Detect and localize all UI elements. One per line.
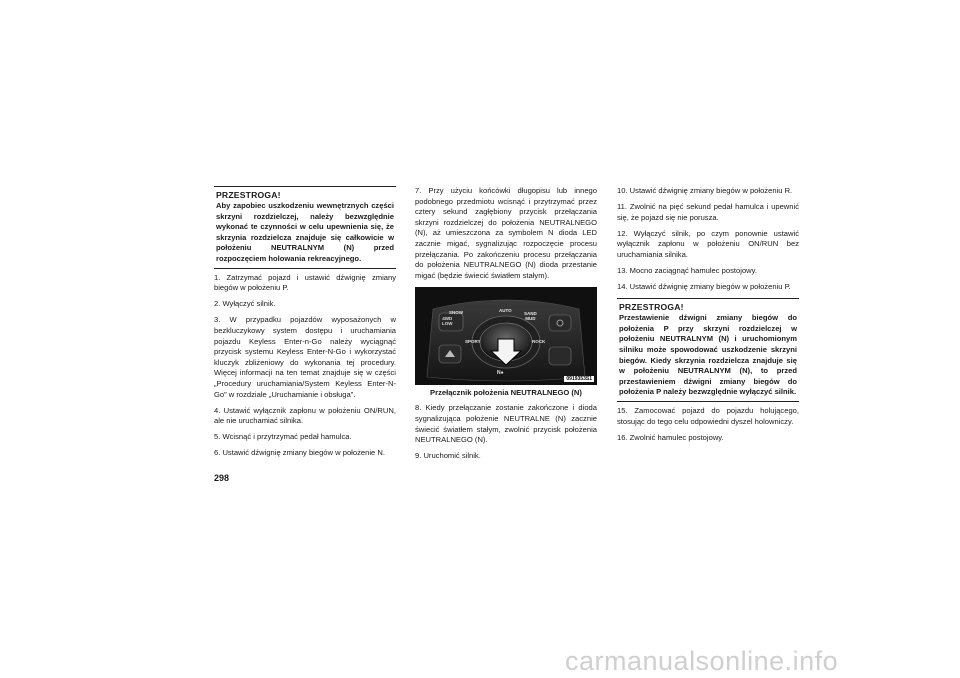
step-3: 3. W przypadku pojazdów wyposażonych w bezkluczykowy system dostępu i uruchamiania pojazdu Keyless Enter-n-Go należy wyciągnąć przycisk systemu Keyless Enter-N-Go i wykorzystać kluczyk zbliżeniowy do wykonania tej procedury. Więcej informacji na ten temat znajduje się w części „Procedury uruchamiania/System Keyless Enter-N-Go” w rozdziale „Uruchamianie i obsługa”. (214, 315, 396, 399)
label-4wd-low: 4WD LOW (442, 315, 453, 326)
warning-body: Przestawienie dźwigni zmiany biegów do położenia P przy skrzyni rozdzielczej w położeniu NEUTRALNYM (N) i uruchomionym silniku może spowodować uszkodzenie skrzyni biegów. Kiedy skrzynia rozdzielcza znajduje się w położeniu NEUTRALNYM (N), to przed przestawieniem dźwigni zmiany biegów do położenia P należy bezwzględnie wyłączyć silnik. (619, 313, 797, 397)
step-14: 14. Ustawić dźwignię zmiany biegów w położeniu P. (617, 282, 791, 292)
column-left (214, 186, 396, 464)
step-5: 5. Wcisnąć i przytrzymać pedał hamulca. (214, 432, 352, 442)
step-7: 7. Przy użyciu końcówki długopisu lub innego podobnego przedmiotu wcisnąć i przytrzymać przez cztery sekund zagłębiony przycisk przełączania skrzyni rozdzielczej do położenia NEUTRALNEGO (N), aż umieszczona za symbolem N dioda LED zacznie migać, sygnalizując rozpoczęcie procesu przełączania. Po zakończeniu procesu przełączania do położenia NEUTRALNEGO (N) dioda przestanie migać (będzie świecić światłem stałym). (415, 186, 597, 280)
label-sand-mud: SAND MUD (524, 310, 537, 321)
label-neutral: N● (497, 369, 504, 376)
step-15: 15. Zamocować pojazd do pojazdu holującego, stosując do tego celu odpowiedni dyszel holowniczy. (617, 406, 799, 426)
label-sport: SPORT (465, 338, 481, 344)
warning-box-shift-park (617, 298, 799, 402)
right-lower-button (549, 347, 571, 365)
step-13: 13. Mocno zaciągnąć hamulec postojowy. (617, 266, 757, 276)
page-number: 298 (214, 473, 230, 483)
step-16: 16. Zwolnić hamulec postojowy. (617, 432, 724, 442)
label-snow: SNOW (449, 309, 463, 315)
switch-panel-illustration (415, 287, 597, 385)
label-rock: ROCK (532, 338, 546, 344)
step-4: 4. Ustawić wyłącznik zapłonu w położeniu ON/RUN, ale nie uruchamiać silnika. (214, 405, 396, 426)
neutral-switch-figure (415, 287, 597, 385)
step-10: 10. Ustawić dźwignię zmiany biegów w położeniu R. (617, 186, 793, 195)
column-right (617, 186, 799, 449)
step-11: 11. Zwolnić na pięć sekund pedał hamulca i upewnić się, że pojazd się nie porusza. (617, 202, 799, 222)
figure-caption: Przełącznik położenia NEUTRALNEGO (N) (430, 387, 582, 397)
step-8: 8. Kiedy przełączanie zostanie zakończone i dioda sygnalizująca położenie NEUTRALNE (N) zacznie świecić światłem stałym, zwolnić przycisk położenia NEUTRALNEGO (N). (415, 403, 597, 445)
figure-id: 0919353S1 (566, 375, 592, 382)
label-auto: AUTO (499, 307, 512, 313)
warning-body: Aby zapobiec uszkodzeniu wewnętrznych części skrzyni rozdzielczej, należy bezwzględnie wykonać te czynności w celu upewnienia się, że skrzynia rozdzielcza znajduje się całkowicie w położeniu NEUTRALNYM (N) przed rozpoczęciem holowania rekreacyjnego. (216, 201, 394, 263)
warning-title: PRZESTROGA! (619, 302, 684, 313)
watermark: carmanualsonline.info (565, 646, 839, 676)
step-9: 9. Uruchomić silnik. (415, 451, 481, 461)
column-middle (415, 186, 597, 467)
warning-box-transfer-case (214, 186, 396, 269)
step-2: 2. Wyłączyć silnik. (214, 299, 276, 309)
step-1: 1. Zatrzymać pojazd i ustawić dźwignię zmiany biegów w położeniu P. (214, 272, 396, 293)
step-12: 12. Wyłączyć silnik, po czym ponownie ustawić wyłącznik zapłonu w położeniu ON/RUN bez uruchamiania silnika. (617, 228, 799, 259)
warning-title: PRZESTROGA! (216, 190, 281, 200)
right-upper-button (549, 315, 571, 331)
step-6: 6. Ustawić dźwignię zmiany biegów w położenie N. (214, 448, 385, 458)
